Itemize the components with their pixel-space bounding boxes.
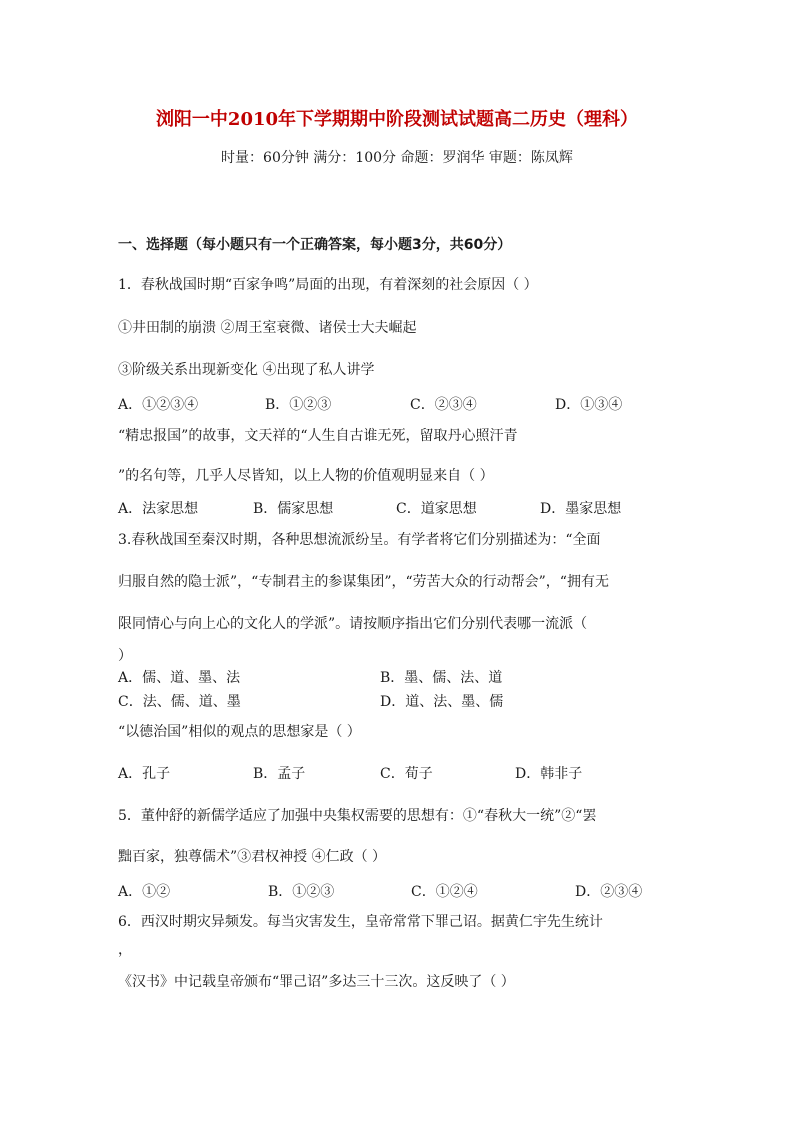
question-2-option-b: B．儒家思想 <box>253 501 334 517</box>
question-2-stem-line-1: “精忠报国”的故事，文天祥的“人生自古谁无死，留取丹心照汗青 <box>118 428 518 444</box>
question-5-stem-line-2: 黜百家，独尊儒术”③君权神授 ④仁政（ ） <box>118 849 387 865</box>
question-2-stem-line-2: ”的名句等，几乎人尽皆知，以上人物的价值观明显来自（ ） <box>118 468 494 484</box>
question-1-option-d: D．①③④ <box>555 397 623 413</box>
question-1-items-line-2: ③阶级关系出现新变化 ④出现了私人讲学 <box>118 362 375 378</box>
question-3-option-a: A．儒、道、墨、法 <box>118 670 241 686</box>
question-3-stem-line-3: 限同情心与向上心的文化人的学派”。请按顺序指出它们分别代表哪一流派（ <box>118 616 588 632</box>
question-4-option-c: C．荀子 <box>380 766 433 782</box>
question-3-option-b: B．墨、儒、法、道 <box>380 670 503 686</box>
question-5-option-c: C．①②④ <box>411 884 478 900</box>
question-5-option-b: B．①②③ <box>268 884 335 900</box>
question-4-option-a: A．孔子 <box>118 766 171 782</box>
question-6-stem-line-2: ， <box>118 942 132 958</box>
question-1-option-a: A．①②③④ <box>118 397 199 413</box>
question-3-stem-line-2: 归服自然的隐士派”，“专制君主的参谋集团”，“劳苦大众的行动帮会”，“拥有无 <box>118 574 609 590</box>
question-1-items-line-1: ①井田制的崩溃 ②周王室衰微、诸侯士大夫崛起 <box>118 320 417 336</box>
question-5-option-a: A．①② <box>118 884 171 900</box>
question-1-stem: 1．春秋战国时期“百家争鸣”局面的出现，有着深刻的社会原因（ ） <box>118 277 538 293</box>
question-1-option-c: C．②③④ <box>410 397 477 413</box>
question-6-stem-line-1: 6．西汉时期灾异频发。每当灾害发生，皇帝常常下罪己诏。据黄仁宇先生统计 <box>118 914 603 930</box>
question-4-option-d: D．韩非子 <box>515 766 583 782</box>
question-2-option-a: A．法家思想 <box>118 501 199 517</box>
question-1-option-b: B．①②③ <box>265 397 332 413</box>
question-3-stem-line-1: 3.春秋战国至秦汉时期，各种思想流派纷呈。有学者将它们分别描述为：“全面 <box>118 532 601 548</box>
question-3-stem-line-4: ） <box>118 648 132 664</box>
question-3-option-c: C．法、儒、道、墨 <box>118 694 241 710</box>
question-2-option-c: C．道家思想 <box>396 501 477 517</box>
page-title: 浏阳一中2010年下学期期中阶段测试试题高二历史（理科） <box>155 109 639 130</box>
question-3-option-d: D．道、法、墨、儒 <box>380 694 504 710</box>
exam-meta: 时量：60分钟 满分：100分 命题：罗润华 审题：陈凤辉 <box>221 150 573 166</box>
question-4-stem: “以德治国”相似的观点的思想家是（ ） <box>118 724 361 740</box>
question-4-option-b: B．孟子 <box>253 766 306 782</box>
question-6-stem-line-3: 《汉书》中记载皇帝颁布“罪己诏”多达三十三次。这反映了（ ） <box>118 974 515 990</box>
question-5-stem-line-1: 5．董仲舒的新儒学适应了加强中央集权需要的思想有：①“春秋大一统”②“罢 <box>118 808 597 824</box>
question-2-option-d: D．墨家思想 <box>540 501 622 517</box>
question-5-option-d: D．②③④ <box>575 884 643 900</box>
section-title: 一、选择题（每小题只有一个正确答案，每小题3分，共60分） <box>118 237 512 253</box>
